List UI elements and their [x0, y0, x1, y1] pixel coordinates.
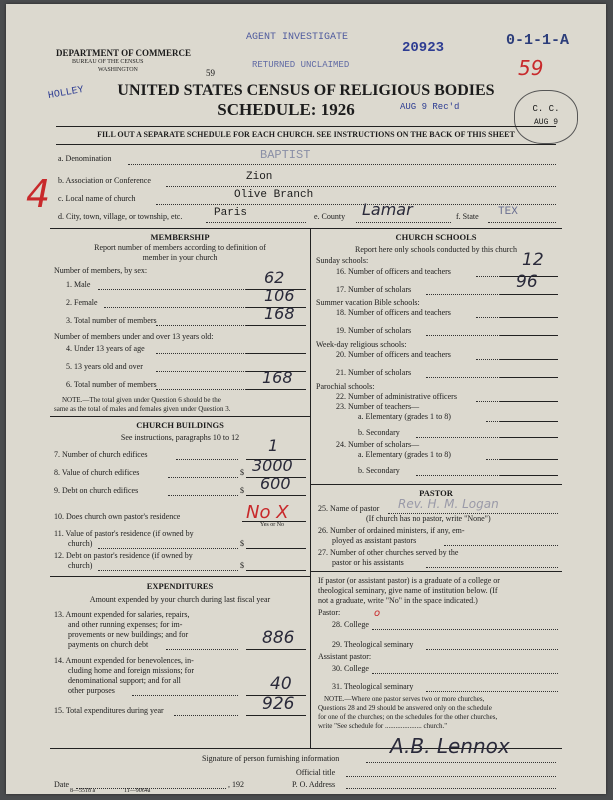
- membership-note: NOTE.—The total given under Question 6 should be the: [62, 396, 221, 404]
- q13-label-4: payments on church debt: [68, 640, 149, 649]
- pastor-sub-label: Pastor:: [318, 608, 341, 617]
- dept-heading: DEPARTMENT OF COMMERCE: [56, 48, 192, 58]
- q10-label: 10. Does church own pastor's residence: [54, 512, 181, 521]
- fill-line: [346, 788, 556, 789]
- q12-label-2: church): [68, 561, 93, 570]
- signature-label: Signature of person furnishing information: [202, 754, 340, 763]
- q24-label: 24. Number of scholars—: [336, 440, 420, 449]
- q14-label-4: other purposes: [68, 686, 115, 695]
- fill-line: [416, 475, 500, 476]
- association-label: b. Association or Conference: [58, 176, 151, 185]
- answer-line: [500, 317, 558, 318]
- q15-value: 926: [262, 694, 295, 714]
- fill-line: [206, 222, 306, 223]
- q16-label: 16. Number of officers and teachers: [336, 267, 451, 276]
- form-number: 8—5518 a: [70, 788, 96, 794]
- answer-line: [500, 475, 558, 476]
- q13-label-2: and other running expenses; for im-: [68, 620, 183, 629]
- fill-line: [366, 762, 556, 763]
- instruction-line: FILL OUT A SEPARATE SCHEDULE FOR EACH CHURCH. SEE INSTRUCTIONS ON THE BACK OF THIS SHEET: [97, 130, 515, 139]
- q7-value: 1: [268, 436, 279, 455]
- official-title-label: Official title: [296, 768, 336, 777]
- fill-line: [426, 649, 558, 650]
- q2-label: 2. Female: [66, 298, 98, 307]
- schools-subheading: Report here only schools conducted by this church: [355, 245, 517, 254]
- fill-line: [486, 459, 500, 460]
- fill-line: [426, 294, 500, 295]
- fill-line: [476, 401, 500, 402]
- fill-line: [346, 776, 556, 777]
- answer-line: [246, 389, 306, 390]
- q19-label: 19. Number of scholars: [336, 326, 412, 335]
- answer-line: [500, 377, 558, 378]
- fill-line: [98, 548, 238, 549]
- holley-stamp: HOLLEY: [47, 84, 85, 103]
- q6-value: 168: [262, 368, 293, 387]
- q10-value: No X: [246, 502, 289, 523]
- fill-line: [488, 222, 556, 223]
- answer-line: [500, 459, 558, 460]
- answer-line: [500, 294, 558, 295]
- county-value: Lamar: [362, 200, 413, 219]
- received-stamp: AUG 9 Rec'd: [400, 102, 460, 112]
- membership-note-2: same as the total of males and females given under Question 3.: [54, 405, 231, 413]
- q20-label: 20. Number of officers and teachers: [336, 350, 451, 359]
- q12-label: 12. Debt on pastor's residence (if owned by: [54, 551, 193, 560]
- code-stamp: 0-1-1-A: [506, 32, 570, 49]
- summer-label: Summer vacation Bible schools:: [316, 298, 420, 307]
- answer-line: [246, 325, 306, 326]
- yes-no-hint: Yes or No: [260, 522, 285, 528]
- pastor-note: NOTE.—Where one pastor serves two or more churches,: [324, 695, 485, 703]
- q8-dollar: $: [240, 468, 244, 477]
- pastor-note-2: Questions 28 and 29 should be answered only on the schedule: [318, 704, 492, 712]
- q7-label: 7. Number of church edifices: [54, 450, 148, 459]
- section-rule: [310, 484, 562, 485]
- census-schedule-page: [6, 4, 606, 794]
- answer-line: [246, 715, 306, 716]
- fill-line: [426, 567, 558, 568]
- q11-dollar: $: [240, 539, 244, 548]
- q14-label: 14. Amount expended for benevolences, in-: [54, 656, 194, 665]
- fill-line: [156, 371, 246, 372]
- q21-label: 21. Number of scholars: [336, 368, 412, 377]
- fill-line: [426, 377, 500, 378]
- schools-heading: CHURCH SCHOOLS: [395, 232, 477, 242]
- q27-label: 27. Number of other churches served by the: [318, 548, 459, 557]
- oval-date: AUG 9: [533, 118, 558, 127]
- q2-value: 106: [264, 286, 295, 305]
- number-59: 59: [206, 68, 215, 78]
- q25-label: 25. Name of pastor: [318, 504, 380, 513]
- q24a-label: a. Elementary (grades 1 to 8): [358, 450, 451, 459]
- q4-label: 4. Under 13 years of age: [66, 344, 145, 353]
- fill-line: [372, 629, 558, 630]
- weekday-label: Week-day religious schools:: [316, 340, 407, 349]
- church-name-value: Olive Branch: [234, 189, 314, 201]
- grad-instruction-2: theological seminary, give name of institution below. (If: [318, 586, 498, 595]
- form-title: UNITED STATES CENSUS OF RELIGIOUS BODIES: [117, 82, 495, 99]
- q13-label-3: provements or new buildings; and for: [68, 630, 189, 639]
- form-number-2: 11—9064a: [124, 788, 151, 794]
- buildings-subheading: See instructions, paragraphs 10 to 12: [120, 433, 240, 442]
- q5-label: 5. 13 years old and over: [66, 362, 143, 371]
- sunday-label: Sunday schools:: [316, 256, 369, 265]
- fill-line: [166, 186, 556, 187]
- section-rule: [310, 571, 562, 572]
- q26-label-2: ployed as assistant pastors: [332, 536, 417, 545]
- age-heading: Number of members under and over 13 years old:: [54, 332, 214, 341]
- q16-value: 12: [522, 250, 544, 270]
- returned-stamp: RETURNED UNCLAIMED: [252, 60, 350, 70]
- fill-line: [156, 325, 246, 326]
- q3-label: 3. Total number of members: [66, 316, 157, 325]
- section-rule: [50, 416, 310, 417]
- membership-heading: MEMBERSHIP: [150, 232, 210, 242]
- fill-line: [356, 222, 451, 223]
- q9-label: 9. Debt on church edifices: [54, 486, 139, 495]
- membership-subheading: Report number of members according to definition of: [94, 243, 266, 252]
- fill-line: [128, 164, 556, 165]
- answer-line: [246, 570, 306, 571]
- q29-label: 29. Theological seminary: [332, 640, 414, 649]
- q30-label: 30. College: [332, 664, 369, 673]
- q24b-label: b. Secondary: [358, 466, 400, 475]
- answer-line: [500, 401, 558, 402]
- fill-line: [166, 649, 238, 650]
- answer-line: [500, 359, 558, 360]
- city-value: Paris: [214, 207, 248, 219]
- q13-label: 13. Amount expended for salaries, repairs,: [54, 610, 190, 619]
- q8-label: 8. Value of church edifices: [54, 468, 140, 477]
- fill-line: [416, 437, 500, 438]
- fill-line: [476, 276, 500, 277]
- signature-value: A.B. Lennox: [390, 734, 510, 758]
- church-name-label: c. Local name of church: [58, 194, 136, 203]
- q17-value: 96: [516, 272, 538, 292]
- expenditures-subheading: Amount expended by your church during last fiscal year: [89, 595, 271, 604]
- serial-number: 20923: [402, 40, 445, 56]
- city-heading: WASHINGTON: [98, 67, 138, 73]
- q23-label: 23. Number of teachers—: [336, 402, 420, 411]
- q25-hint: (If church has no pastor, write "None"): [366, 514, 491, 523]
- membership-subheading-2: member in your church: [142, 253, 218, 262]
- fill-line: [156, 389, 246, 390]
- fill-line: [486, 421, 500, 422]
- table-top-rule: [50, 228, 562, 229]
- q28-label: 28. College: [332, 620, 369, 629]
- association-value: Zion: [246, 171, 273, 183]
- q26-label: 26. Number of ordained ministers, if any, em-: [318, 526, 465, 535]
- rule: [56, 144, 556, 145]
- q12-dollar: $: [240, 561, 244, 570]
- fill-line: [476, 317, 500, 318]
- fill-line: [372, 673, 558, 674]
- margin-mark: 4: [26, 172, 51, 216]
- q27-label-2: pastor or his assistants: [332, 558, 404, 567]
- fill-line: [98, 570, 238, 571]
- q28-mark: o: [374, 608, 381, 619]
- parochial-label: Parochial schools:: [316, 382, 375, 391]
- fill-line: [476, 359, 500, 360]
- q17-label: 17. Number of scholars: [336, 285, 412, 294]
- fill-line: [426, 691, 558, 692]
- q23b-label: b. Secondary: [358, 428, 400, 437]
- q14-label-2: cluding home and foreign missions; for: [68, 666, 194, 675]
- q9-value: 600: [260, 474, 291, 493]
- denomination-label: a. Denomination: [58, 154, 112, 163]
- fill-line: [156, 353, 246, 354]
- fill-line: [168, 495, 238, 496]
- q11-label: 11. Value of pastor's residence (if owned by: [54, 529, 194, 538]
- q11-label-2: church): [68, 539, 93, 548]
- q8-value: 3000: [252, 456, 293, 475]
- red-number: 59: [518, 56, 544, 80]
- q31-label: 31. Theological seminary: [332, 682, 414, 691]
- state-value: TEX: [498, 206, 518, 218]
- section-rule: [50, 576, 310, 577]
- answer-line: [246, 548, 306, 549]
- state-label: f. State: [456, 212, 479, 221]
- fill-line: [176, 459, 238, 460]
- fill-line: [104, 307, 246, 308]
- year-label: , 192: [228, 780, 244, 789]
- city-label: d. City, town, village, or township, etc.: [58, 212, 183, 221]
- answer-line: [246, 649, 306, 650]
- q22-label: 22. Number of administrative officers: [336, 392, 457, 401]
- grad-instruction-3: not a graduate, write "No" in the space indicated.): [318, 596, 478, 605]
- q6-label: 6. Total number of members: [66, 380, 157, 389]
- answer-line: [246, 353, 306, 354]
- date-label: Date: [54, 780, 70, 789]
- q14-value: 40: [270, 674, 292, 694]
- expenditures-heading: EXPENDITURES: [146, 581, 214, 591]
- pastor-note-3: for one of the churches; on the schedules for the other churches,: [318, 713, 498, 721]
- answer-line: [500, 421, 558, 422]
- fill-line: [174, 715, 238, 716]
- fill-line: [98, 289, 246, 290]
- answer-line: [246, 495, 306, 496]
- rule: [56, 126, 556, 127]
- fill-line: [444, 545, 558, 546]
- q13-value: 886: [262, 628, 295, 648]
- q3-value: 168: [264, 304, 295, 323]
- by-sex-label: Number of members, by sex:: [54, 266, 148, 275]
- q23a-label: a. Elementary (grades 1 to 8): [358, 412, 451, 421]
- answer-line: [500, 335, 558, 336]
- po-address-label: P. O. Address: [292, 780, 336, 789]
- q1-label: 1. Male: [66, 280, 91, 289]
- q9-dollar: $: [240, 486, 244, 495]
- schedule-title: SCHEDULE: 1926: [217, 100, 355, 119]
- oval-code: C. C.: [532, 104, 560, 114]
- q15-label: 15. Total expenditures during year: [54, 706, 164, 715]
- answer-line: [500, 437, 558, 438]
- asst-pastor-label: Assistant pastor:: [318, 652, 372, 661]
- q14-label-3: denominational support; and for all: [68, 676, 181, 685]
- pastor-heading: PASTOR: [419, 488, 453, 498]
- buildings-heading: CHURCH BUILDINGS: [136, 420, 224, 430]
- grad-instruction: If pastor (or assistant pastor) is a graduate of a college or: [318, 576, 500, 585]
- pastor-name: Rev. H. M. Logan: [398, 497, 499, 511]
- county-label: e. County: [314, 212, 346, 221]
- bureau-heading: BUREAU OF THE CENSUS: [72, 59, 144, 65]
- fill-line: [76, 788, 226, 789]
- fill-line: [168, 477, 238, 478]
- q1-value: 62: [264, 268, 285, 287]
- fill-line: [426, 335, 500, 336]
- agent-stamp: AGENT INVESTIGATE: [246, 32, 349, 43]
- q18-label: 18. Number of officers and teachers: [336, 308, 451, 317]
- fill-line: [156, 204, 556, 205]
- pastor-note-4: write "See schedule for ..................... church.": [318, 722, 448, 730]
- fill-line: [132, 695, 238, 696]
- denomination-value: BAPTIST: [260, 148, 311, 162]
